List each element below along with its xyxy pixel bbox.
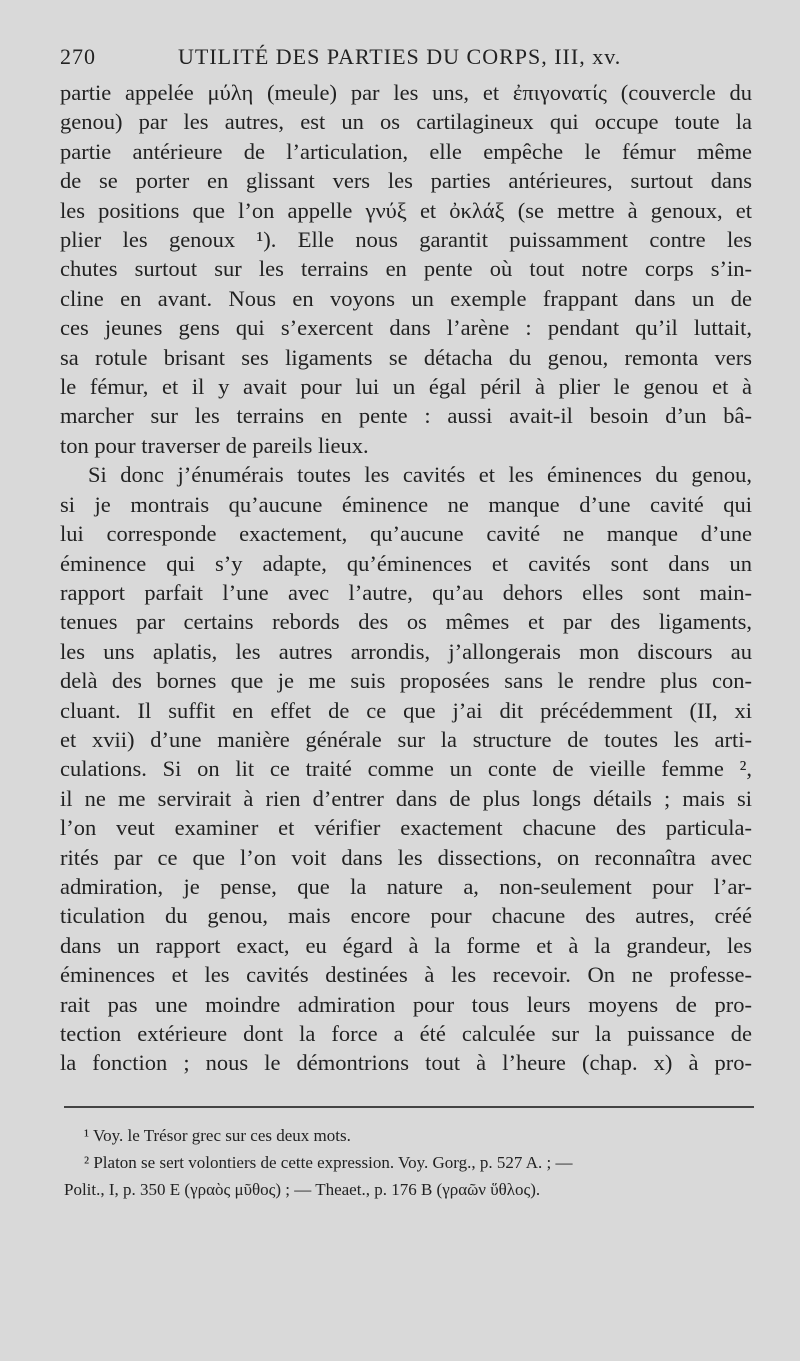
text-line: rapport parfait l’une avec l’autre, qu’au dehors elles sont main- — [60, 579, 752, 605]
running-title: UTILITÉ DES PARTIES DU CORPS, III, xv. — [178, 44, 622, 69]
text-line: ton pour traverser de pareils lieux. — [60, 432, 369, 458]
footnotes — [64, 1122, 754, 1203]
text-line: admiration, je pense, que la nature a, non-seulement pour l’ar- — [60, 873, 752, 899]
text-line: culations. Si on lit ce traité comme un conte de vieille femme ², — [60, 756, 752, 782]
text-line: et xvii) d’une manière générale sur la structure de toutes les arti- — [60, 726, 752, 752]
text-line: éminence qui s’y adapte, qu’éminences et cavités sont dans un — [60, 550, 752, 576]
text-line: l’on veut examiner et vérifier exactement chacune des particula- — [60, 815, 752, 841]
text-line: rités par ce que l’on voit dans les dissections, on reconnaîtra avec — [60, 844, 752, 870]
text-line: lui corresponde exactement, qu’aucune cavité ne manque d’une — [60, 521, 752, 547]
text-line: de se porter en glissant vers les parties antérieures, surtout dans — [60, 168, 752, 194]
text-line: cluant. Il suffit en effet de ce que j’ai dit précédemment (II, xi — [60, 697, 752, 723]
text-line: il ne me servirait à rien d’entrer dans de plus longs détails ; mais si — [60, 785, 752, 811]
text-line: genou) par les autres, est un os cartilagineux qui occupe toute la — [60, 109, 752, 135]
text-line: tenues par certains rebords des os mêmes et par des ligaments, — [60, 609, 752, 635]
text-line: si je montrais qu’aucune éminence ne manque d’une cavité qui — [60, 491, 752, 517]
text-line: le fémur, et il y avait pour lui un égal péril à plier le genou et à — [60, 374, 752, 400]
body-text — [60, 78, 752, 1078]
page-number: 270 — [60, 44, 96, 69]
text-line: Si donc j’énumérais toutes les cavités et les éminences du genou, — [88, 462, 752, 488]
footnote-1: ¹ Voy. le Trésor grec sur ces deux mots. — [84, 1126, 351, 1145]
text-line: les uns aplatis, les autres arrondis, j’allongerais mon discours au — [60, 638, 752, 664]
text-line: partie antérieure de l’articulation, elle empêche le fémur même — [60, 138, 752, 164]
text-line: partie appelée μύλη (meule) par les uns, et ἐπιγονατίς (couvercle du — [60, 80, 752, 105]
text-line: plier les genoux ¹). Elle nous garantit puissamment contre les — [60, 227, 752, 253]
page-header — [60, 44, 750, 74]
text-line: éminences et les cavités destinées à les recevoir. On ne professe- — [60, 962, 752, 988]
text-line: les positions que l’on appelle γνύξ et ὀκλάξ (se mettre à genoux, et — [60, 197, 752, 223]
text-line: sa rotule brisant ses ligaments se détacha du genou, remonta vers — [60, 344, 752, 370]
text-line: dans un rapport exact, eu égard à la forme et à la grandeur, les — [60, 932, 752, 958]
footnote-separator — [64, 1106, 754, 1108]
text-line: marcher sur les terrains en pente : aussi avait-il besoin d’un bâ- — [60, 403, 752, 429]
text-line: rait pas une moindre admiration pour tous leurs moyens de pro- — [60, 991, 752, 1017]
text-line: ticulation du genou, mais encore pour chacune des autres, créé — [60, 903, 752, 929]
text-line: chutes surtout sur les terrains en pente où tout notre corps s’in- — [60, 256, 752, 282]
footnote-2-continued: Polit., I, p. 350 E (γραὸς μῦθος) ; — Theaet., p. 176 B (γραῶν ὕθλος). — [64, 1180, 541, 1199]
text-line: delà des bornes que je me suis proposées sans le rendre plus con- — [60, 668, 752, 694]
footnote-2: ² Platon se sert volontiers de cette expression. Voy. Gorg., p. 527 A. ; — — [84, 1153, 573, 1172]
text-line: cline en avant. Nous en voyons un exemple frappant dans un de — [60, 285, 752, 311]
text-line: ces jeunes gens qui s’exercent dans l’arène : pendant qu’il luttait, — [60, 315, 752, 341]
text-line: tection extérieure dont la force a été calculée sur la puissance de — [60, 1021, 752, 1046]
text-line: la fonction ; nous le démontrions tout à l’heure (chap. x) à pro- — [60, 1050, 752, 1076]
